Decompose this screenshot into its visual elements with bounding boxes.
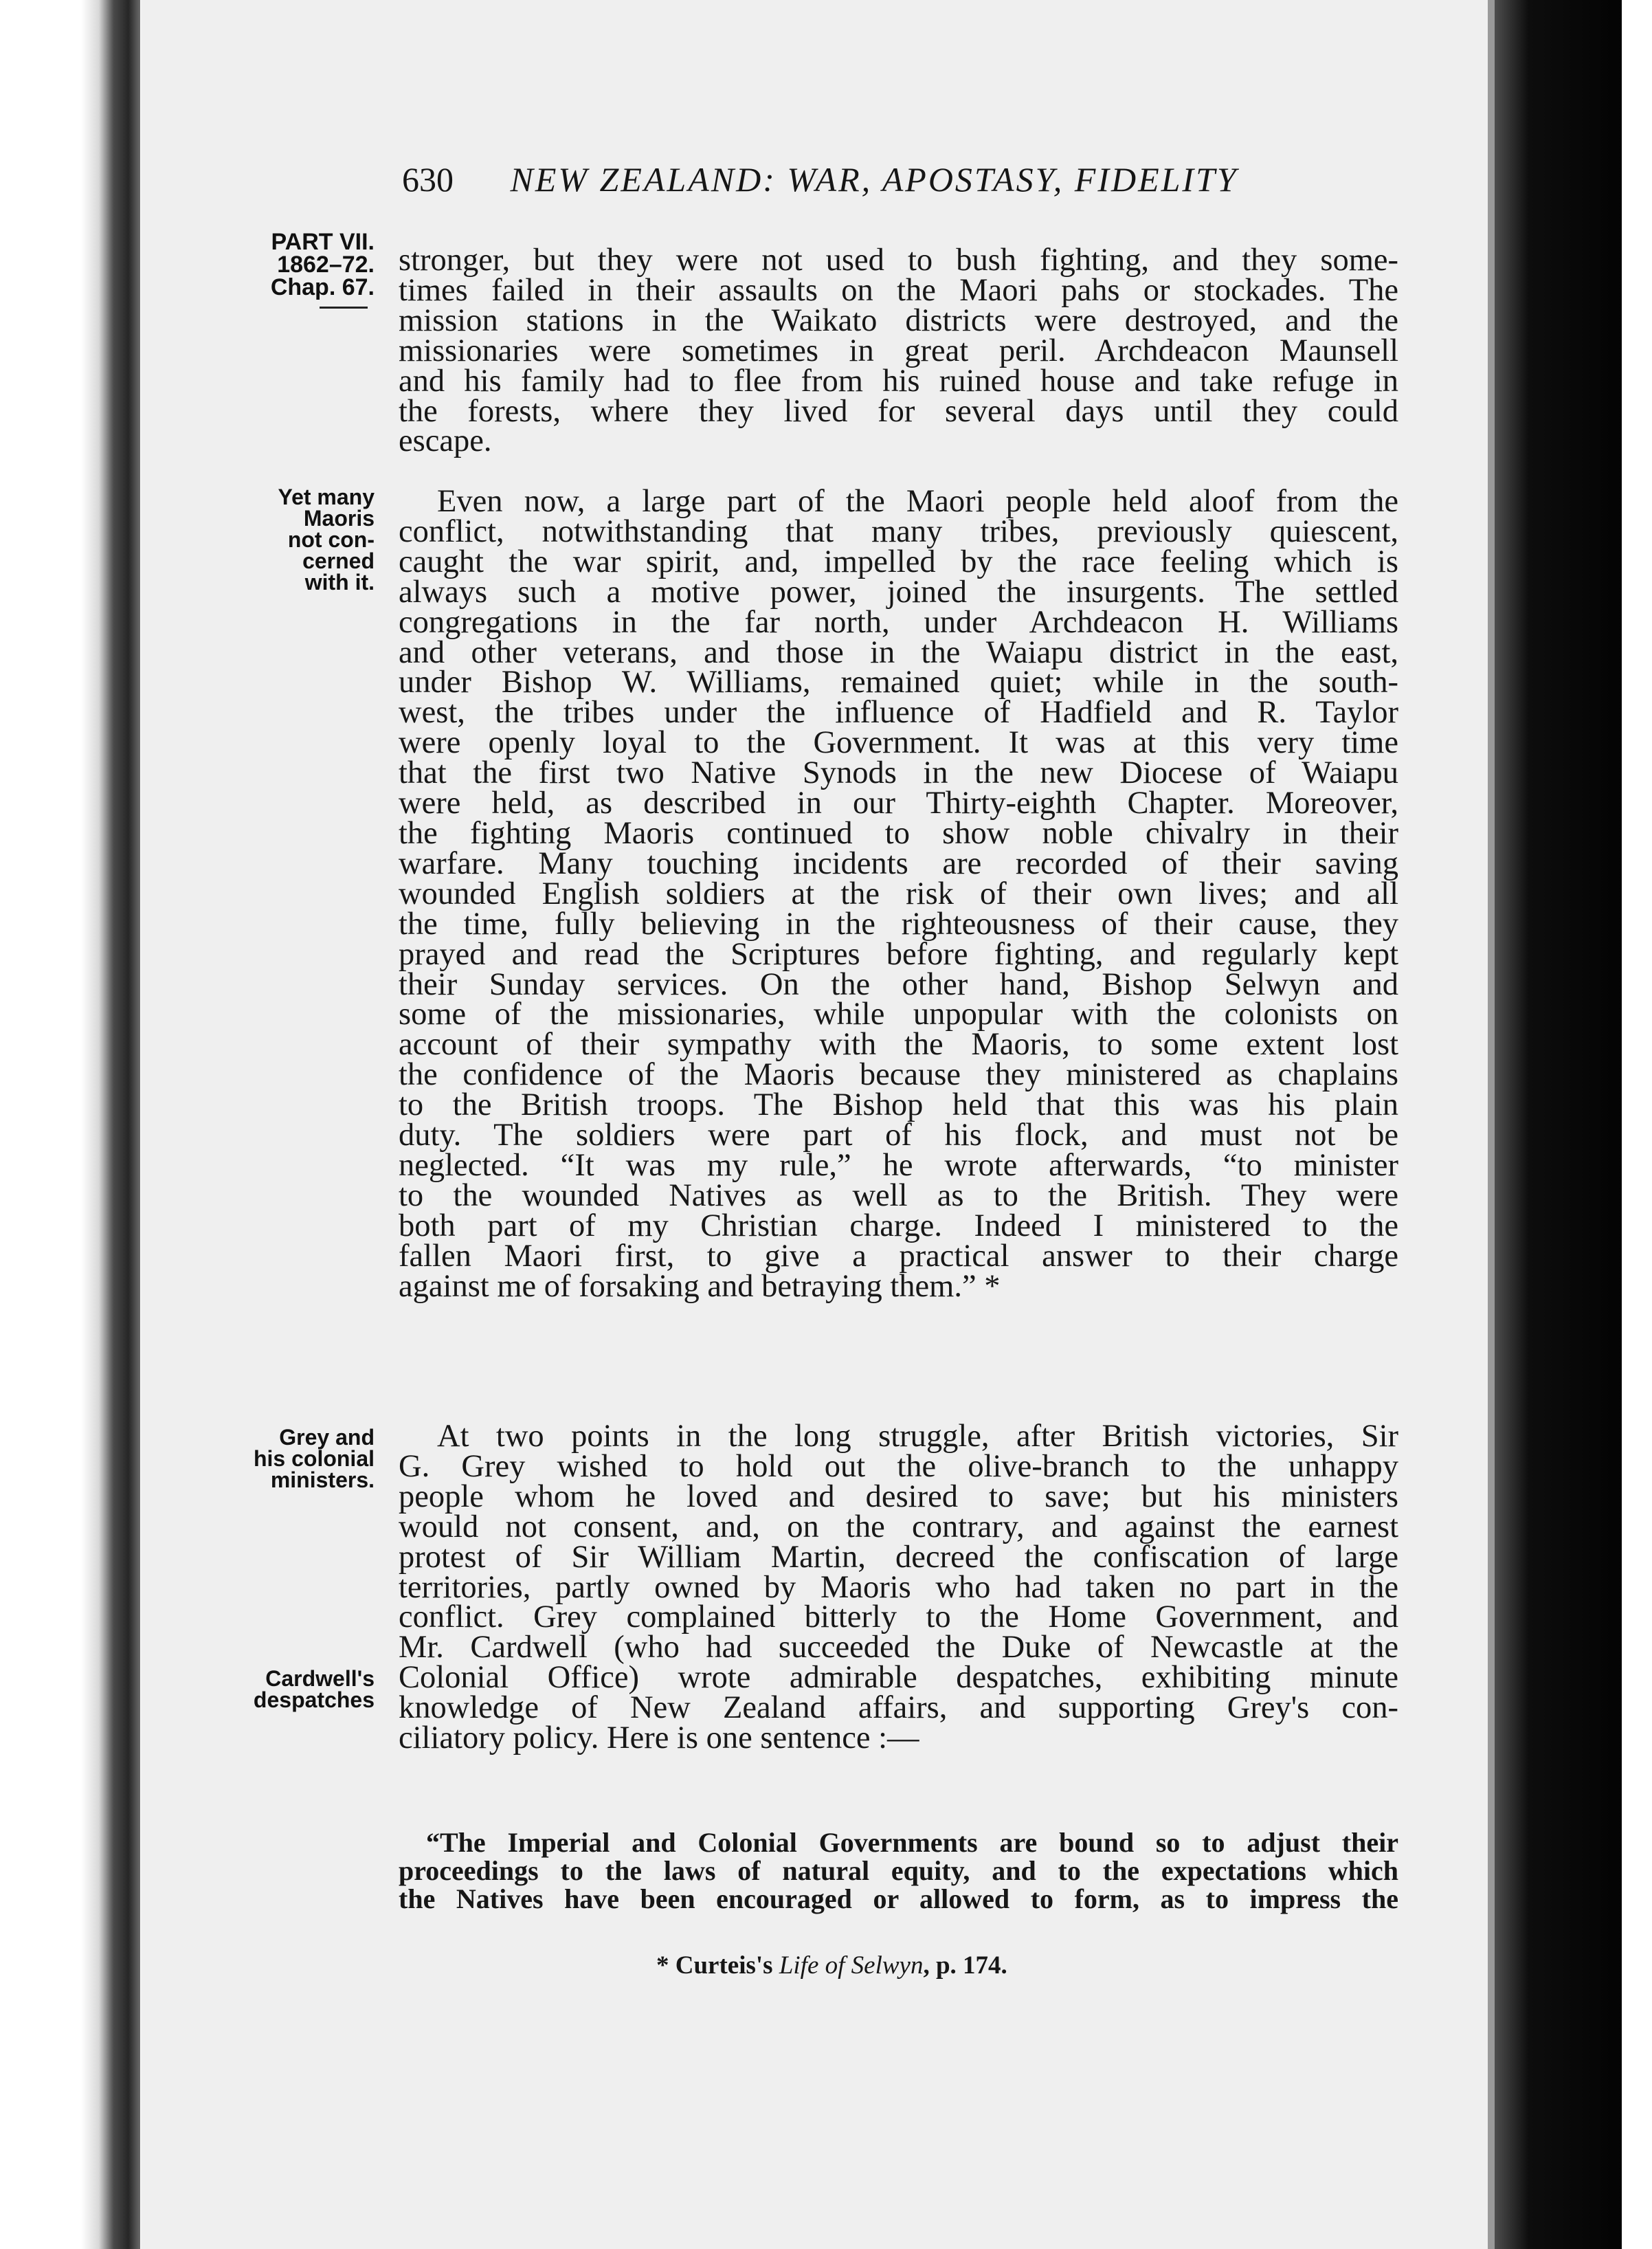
running-header — [402, 159, 1398, 199]
footnote: * Curteis's Life of Selwyn, p. 174. — [656, 1951, 1007, 1980]
paragraph: At two points in the long struggle, after British victories, Sir G. Grey wished to hold out the olive-branch to the unhappy people whom he loved and desired to save; but his ministers would not consent, and, on the contrary, and against the earnest protest of Sir William Martin, decreed the confiscation of large territories, partly owned by Maoris who had taken no part in the conflict. Grey complained bitterly to the Home Government, and Mr. Cardwell (who had succeeded the Duke of Newcastle at the Colonial Office) wrote admirable despatches, exhibiting minute knowledge of New Zealand affairs, and supporting Grey's con- ciliatory policy. Here is one sentence :— — [399, 1419, 1398, 1756]
block-quote: “The Imperial and Colonial Governments are bound so to adjust their proceedings to the laws of natural equity, and to the expectations which the Natives have been encouraged or allowed to form, as to impress the — [399, 1827, 1398, 1914]
running-title: NEW ZEALAND: WAR, APOSTASY, FIDELITY — [510, 160, 1238, 199]
book-page — [134, 0, 1488, 2249]
margin-note-part: PART VII. 1862–72. Chap. 67. — [270, 229, 375, 300]
margin-note-grey: Grey and his colonial ministers. — [253, 1425, 375, 1492]
paragraph: stronger, but they were not used to bush fighting, and they some- times failed in their assaults on the Maori pahs or stockades. The mission stations in the Waikato districts were destroyed, and the missionaries were sometimes in great peril. Archdeacon Maunsell and his family had to flee from his ruined house and take refuge in the forests, where they lived for several days until they could escape. — [399, 243, 1398, 459]
margin-rule — [320, 307, 368, 309]
margin-note-yet-many: Yet many Maoris not con- cerned with it. — [278, 485, 375, 595]
paragraph: Even now, a large part of the Maori people held aloof from the conflict, notwithstanding that many tribes, previously quiescent, caught the war spirit, and, impelled by the race feeling which is always such a motive power, joined the insurgents. The settled congregations in the far north, under Archdeacon H. Williams and other veterans, and those in the Waiapu district in the east, under Bishop W. Williams, remained quiet; while in the south- west, the tribes under the influence of Hadfield and R. Taylor were openly loyal to the Government. It was at this very time that the first two Native Synods in the new Diocese of Waiapu were held, as described in our Thirty-eighth Chapter. Moreover, the fighting Maoris continued to show noble chivalry in their warfare. Many touching incidents are recorded of their saving wounded English soldiers at the risk of their own lives; and all the time, fully believing in the righteousness of their cause, they prayed and read the Scriptures before fighting, and regularly kept their Sunday services. On the other hand, Bishop Selwyn and some of the missionaries, while unpopular with the colonists on account of their sympathy with the Maoris, to some extent lost the confidence of the Maoris because they ministered as chaplains to the British troops. The Bishop held that this was his plain duty. The soldiers were part of his flock, and must not be neglected. “It was my rule,” he wrote afterwards, “to minister to the wounded Natives as well as to the British. They were both part of my Christian charge. Indeed I ministered to the fallen Maori first, to give a practical answer to their charge against me of forsaking and betraying them.” * — [399, 484, 1398, 1304]
margin-note-cardwell: Cardwell's despatches — [253, 1666, 375, 1712]
book-page-edge-left — [81, 0, 140, 2249]
footnote-title: Life of Selwyn — [779, 1951, 924, 1980]
page-number: 630 — [402, 160, 454, 199]
